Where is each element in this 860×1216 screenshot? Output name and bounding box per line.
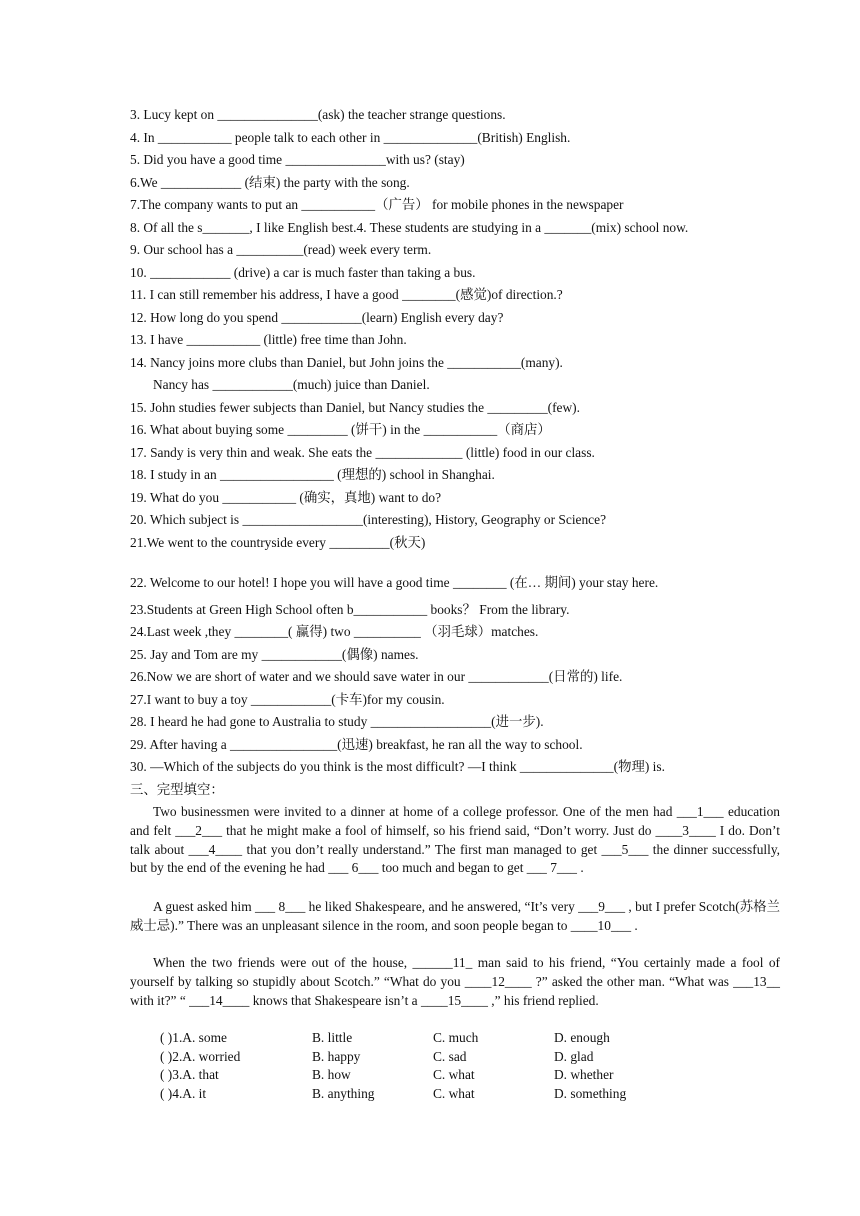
question-line: 27.I want to buy a toy ____________(卡车)for my cousin. xyxy=(130,691,445,707)
option-a: ( )1.A. some xyxy=(160,1030,227,1045)
option-b: B. happy xyxy=(312,1048,361,1064)
answer-options xyxy=(160,1029,780,1103)
option-d: D. glad xyxy=(554,1048,594,1064)
option-row xyxy=(160,1066,780,1085)
question-line: 16. What about buying some _________ (饼干) in the ___________（商店） xyxy=(130,422,551,437)
option-a: ( )2.A. worried xyxy=(160,1048,241,1064)
question-line: Nancy has ____________(much) juice than Daniel. xyxy=(153,377,430,392)
option-d: D. enough xyxy=(554,1030,610,1045)
question-line: 19. What do you ___________ (确实，真地) want to do? xyxy=(130,489,442,505)
option-c: C. what xyxy=(433,1085,475,1101)
question-line: 30. —Which of the subjects do you think is the most difficult? —I think ______________(物理) is. xyxy=(130,759,665,774)
cloze-paragraph: A guest asked him ___ 8___ he liked Shakespeare, and he answered, “It’s very ___9___ , but I prefer Scotch(苏格兰威士忌).” There was an unpleasant silence in the room, and soon people began to ____10___ . xyxy=(130,899,780,933)
question-line: 28. I heard he had gone to Australia to study __________________(进一步). xyxy=(130,714,544,729)
question-line: 15. John studies fewer subjects than Daniel, but Nancy studies the _________(few). xyxy=(130,399,580,415)
option-row xyxy=(160,1048,780,1067)
option-c: C. much xyxy=(433,1030,479,1045)
question-line: 8. Of all the s_______, I like English best.4. These students are studying in a _______(mix) school now. xyxy=(130,219,689,235)
question-line: 10. ____________ (drive) a car is much faster than taking a bus. xyxy=(130,264,476,280)
question-line: 25. Jay and Tom are my ____________(偶像) names. xyxy=(130,646,419,662)
question-line: 4. In ___________ people talk to each other in ______________(British) English. xyxy=(130,129,571,145)
option-row xyxy=(160,1085,780,1104)
option-b: B. anything xyxy=(312,1085,375,1101)
question-line: 11. I can still remember his address, I have a good ________(感觉)of direction.? xyxy=(130,287,563,302)
option-d: D. whether xyxy=(554,1067,614,1083)
question-line: 12. How long do you spend ____________(learn) English every day? xyxy=(130,309,504,325)
cloze-paragraph: When the two friends were out of the house, ______11_ man said to his friend, “You certainly made a fool of yourself by talking so stupidly about Scotch.” “What do you ____12____ ?” asked the other man. “What was ___13__ with it?” “ ___14____ knows that Shakespeare isn’t a ____15____ ,” his friend replied. xyxy=(130,955,780,1008)
option-a: ( )4.A. it xyxy=(160,1085,207,1101)
option-row xyxy=(160,1029,780,1048)
question-line: 17. Sandy is very thin and weak. She eats the _____________ (little) food in our class. xyxy=(130,444,595,460)
question-line: 26.Now we are short of water and we should save water in our ____________(日常的) life. xyxy=(130,669,623,684)
question-line: 14. Nancy joins more clubs than Daniel, but John joins the ___________(many). xyxy=(130,354,563,370)
question-line: 7.The company wants to put an ___________（广告） for mobile phones in the newspaper xyxy=(130,197,624,212)
question-line: 18. I study in an _________________ (理想的) school in Shanghai. xyxy=(130,467,495,482)
question-line: 13. I have ___________ (little) free time than John. xyxy=(130,332,407,347)
question-line: 20. Which subject is __________________(interesting), History, Geography or Science? xyxy=(130,512,607,527)
question-line: 22. Welcome to our hotel! I hope you will have a good time ________ (在… 期间) your stay here. xyxy=(130,575,659,590)
question-line: 9. Our school has a __________(read) week every term. xyxy=(130,242,432,257)
question-line: 3. Lucy kept on _______________(ask) the teacher strange questions. xyxy=(130,107,506,122)
question-line: 5. Did you have a good time _______________with us? (stay) xyxy=(130,152,465,167)
fill-in-questions xyxy=(130,104,780,801)
question-line: 29. After having a ________________(迅速) breakfast, he ran all the way to school. xyxy=(130,736,583,752)
option-a: ( )3.A. that xyxy=(160,1067,219,1083)
option-c: C. sad xyxy=(433,1048,467,1064)
question-line: 6.We ____________ (结束) the party with the song. xyxy=(130,174,410,190)
question-line: 21.We went to the countryside every _________(秋天) xyxy=(130,534,426,550)
cloze-paragraph: Two businessmen were invited to a dinner at home of a college professor. One of the men had ___1___ education and felt ___2___ that he might make a fool of himself, so his friend said, “Don’t worry. Just do ____3____ I do. Don’t talk about ___4____ that you don’t really understand.” The first man managed to get ___5___ the dinner successfully, but by the end of the evening he had ___ 6___ too much and began to get ___ 7___ . xyxy=(130,804,780,876)
section-heading: 三、完型填空： xyxy=(130,781,224,797)
question-line: 23.Students at Green High School often b___________ books？ From the library. xyxy=(130,601,570,617)
question-line: 24.Last week ,they ________( 赢得) two __________ （羽毛球）matches. xyxy=(130,624,539,639)
option-d: D. something xyxy=(554,1085,627,1101)
option-c: C. what xyxy=(433,1067,475,1083)
option-b: B. how xyxy=(312,1067,351,1083)
option-b: B. little xyxy=(312,1030,353,1045)
